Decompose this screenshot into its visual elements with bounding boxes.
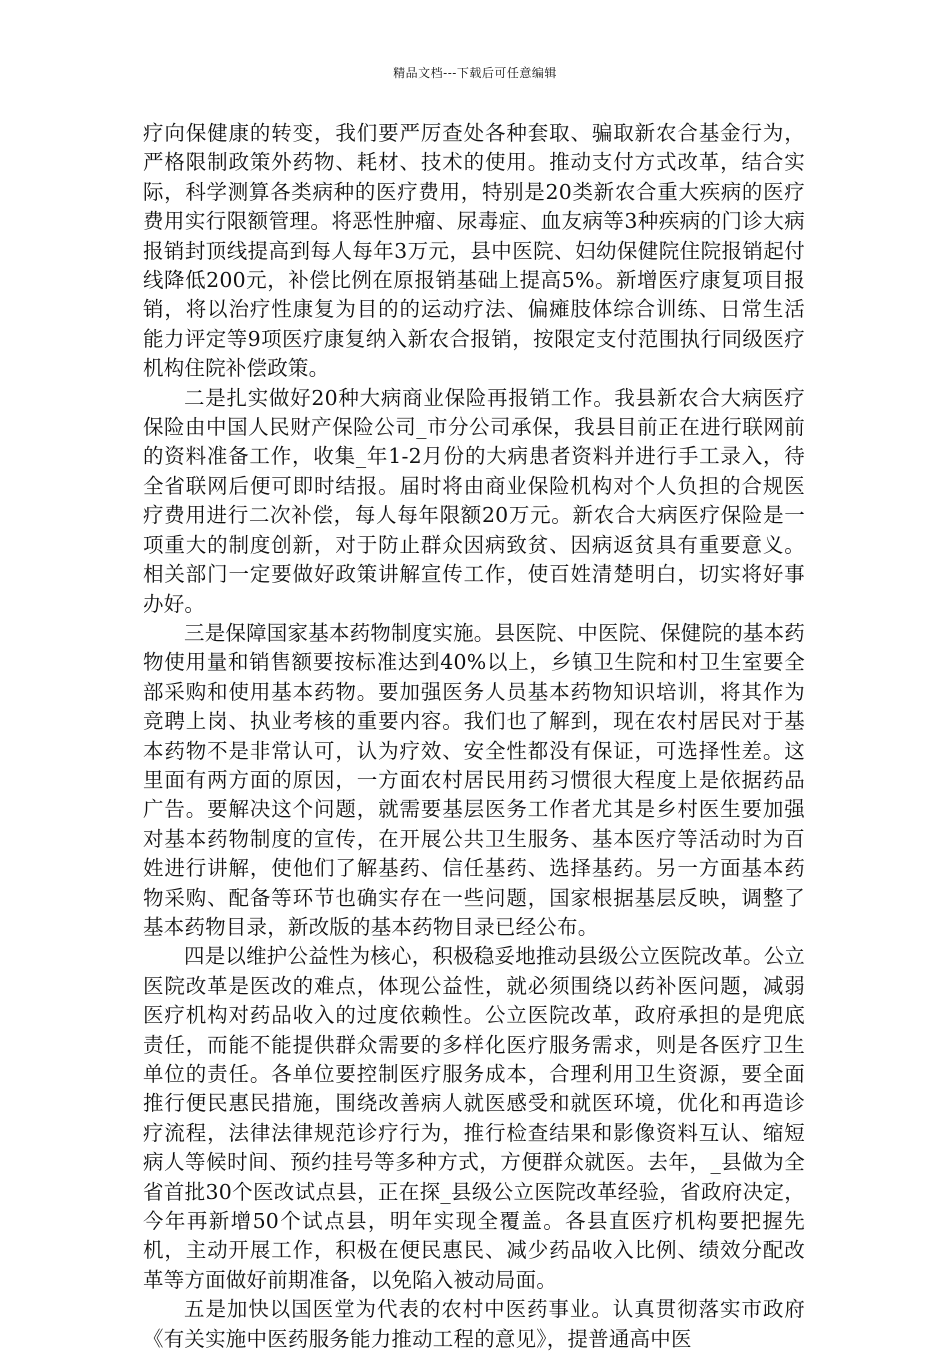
paragraph-4: 四是以维护公益性为核心，积极稳妥地推动县级公立医院改革。公立医院改革是医改的难点，体现公益性，就必须围绕以药补医问题，减弱医疗机构对药品收入的过度依赖性。公立医院改革，政府承担的是兜底责任，而能不能提供群众需要的多样化医疗服务需求，则是各医疗卫生单位的责任。各单位要控制医疗服务成本，合理利用卫生资源，要全面推行便民惠民措施，围绕改善病人就医感受和就医环境，优化和再造诊疗流程，法律法律规范诊疗行为，推行检查结果和影像资料互认、缩短病人等候时间、预约挂号等多种方式，方便群众就医。去年，_县做为全省首批30个医改试点县，正在探_县级公立医院改革经验，省政府决定，今年再新增50个试点县，明年实现全覆盖。各县直医疗机构要把握先机，主动开展工作，积极在便民惠民、减少药品收入比例、绩效分配改革等方面做好前期准备，以免陷入被动局面。 [143,944,805,1292]
document-body [143,119,805,1354]
paragraph-1: 疗向保健康的转变，我们要严厉查处各种套取、骗取新农合基金行为，严格限制政策外药物、耗材、技术的使用。推动支付方式改革，结合实际，科学测算各类病种的医疗费用，特别是20类新农合重大疾病的医疗费用实行限额管理。将恶性肿瘤、尿毒症、血友病等3种疾病的门诊大病报销封顶线提高到每人每年3万元，县中医院、妇幼保健院住院报销起付线降低200元，补偿比例在原报销基础上提高5%。新增医疗康复项目报销，将以治疗性康复为目的的运动疗法、偏瘫肢体综合训练、日常生活能力评定等9项医疗康复纳入新农合报销，按限定支付范围执行同级医疗机构住院补偿政策。 [143,121,805,381]
paragraph-3: 三是保障国家基本药物制度实施。县医院、中医院、保健院的基本药物使用量和销售额要按标准达到40%以上，乡镇卫生院和村卫生室要全部采购和使用基本药物。要加强医务人员基本药物知识培训，将其作为竞聘上岗、执业考核的重要内容。我们也了解到，现在农村居民对于基本药物不是非常认可，认为疗效、安全性都没有保证，可选择性差。这里面有两方面的原因，一方面农村居民用药习惯很大程度上是依据药品广告。要解决这个问题，就需要基层医务工作者尤其是乡村医生要加强对基本药物制度的宣传，在开展公共卫生服务、基本医疗等活动时为百姓进行讲解，使他们了解基药、信任基药、选择基药。另一方面基本药物采购、配备等环节也确实存在一些问题，国家根据基层反映，调整了基本药物目录，新改版的基本药物目录已经公布。 [143,620,805,939]
paragraph-5: 五是加快以国医堂为代表的农村中医药事业。认真贯彻落实市政府《有关实施中医药服务能力推动工程的意见》，提普通高中医 [143,1297,805,1351]
page-header: 精品文档---下载后可任意编辑 [393,66,557,80]
paragraph-2: 二是扎实做好20种大病商业保险再报销工作。我县新农合大病医疗保险由中国人民财产保险公司_市分公司承保，我县目前正在进行联网前的资料准备工作，收集_年1-2月份的大病患者资料并进行手工录入，待全省联网后便可即时结报。届时将由商业保险机构对个人负担的合规医疗费用进行二次补偿，每人每年限额20万元。新农合大病医疗保险是一项重大的制度创新，对于防止群众因病致贫、因病返贫具有重要意义。相关部门一定要做好政策讲解宣传工作，使百姓清楚明白，切实将好事办好。 [143,385,805,616]
